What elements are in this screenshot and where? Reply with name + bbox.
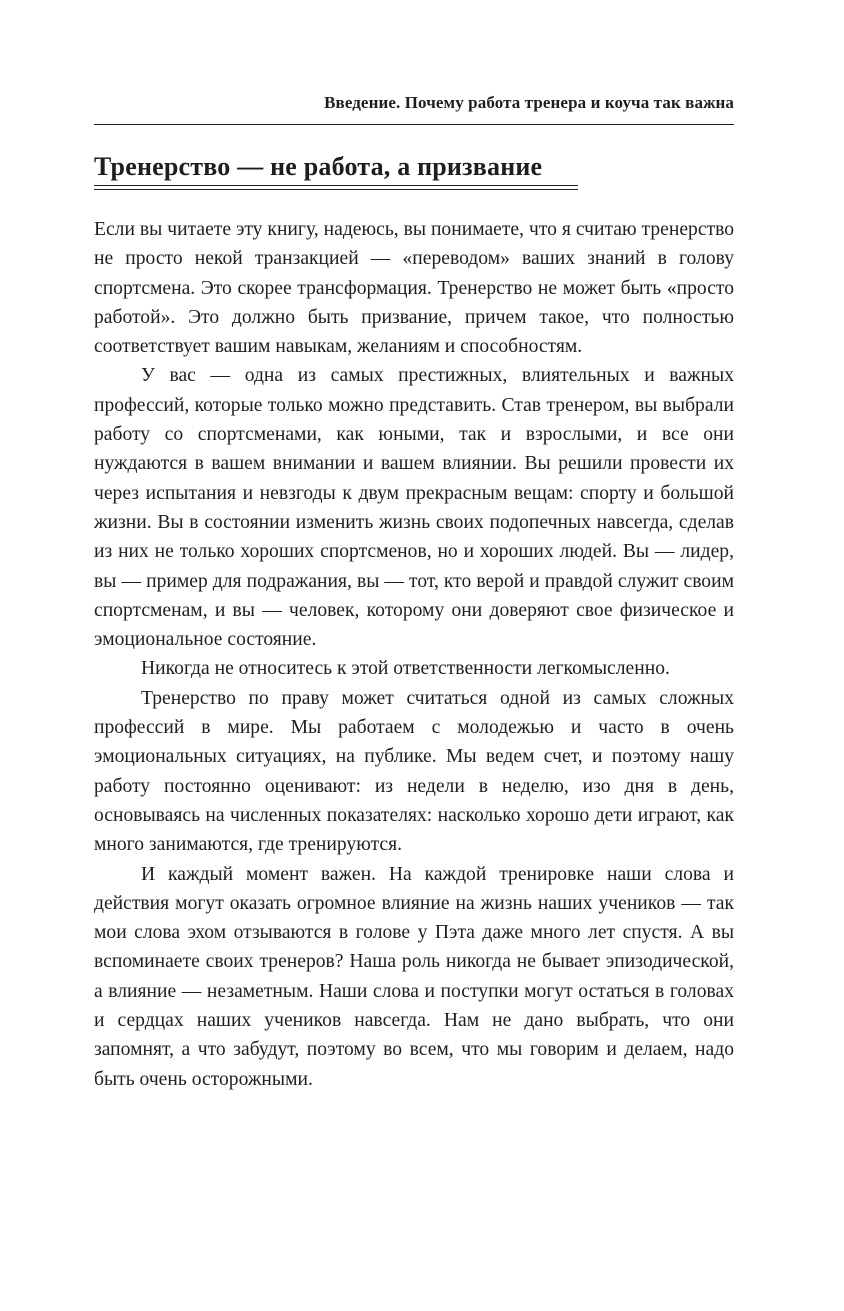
paragraph-4: Тренерство по праву может считаться одной из самых сложных профессий в мире. Мы работаем с молодежью и часто в очень эмоциональных ситуациях, на публике. Мы ведем счет, и поэтому нашу работу постоянно оценивают: из недели в неделю, изо дня в день, основываясь на численных показателях: насколько хорошо дети играют, как много занимаются, где тренируются. xyxy=(94,687,734,856)
title-double-rule xyxy=(94,185,578,190)
paragraph-5: И каждый момент важен. На каждой тренировке наши слова и действия могут оказать огромное влияние на жизнь наших учеников — так мои слова эхом отзываются в голове у Пэта даже много лет спустя. А вы вспоминаете своих тренеров? Наша роль никогда не бывает эпизодической, а влияние — незаметным. Наши слова и поступки могут остаться в головах и сердцах наших учеников навсегда. Нам не дано выбрать, что они запомнят, а что забудут, поэтому во всем, что мы говорим и делаем, надо быть очень осторожными. xyxy=(94,863,734,1090)
header-rule xyxy=(94,124,734,125)
section-title: Тренерство — не работа, а призвание xyxy=(94,152,543,181)
paragraph-2: У вас — одна из самых престижных, влиятельных и важных профессий, которые только можно представить. Став тренером, вы выбрали работу со спортсменами, как юными, так и взрослыми, и все они нуждаются в вашем внимании и вашем влиянии. Вы решили провести их через испытания и невзгоды к двум прекрасным вещам: спорту и большой жизни. Вы в состоянии изменить жизнь своих подопечных навсегда, сделав из них не только хороших спортсменов, но и хороших людей. Вы — лидер, вы — пример для подражания, вы — тот, кто верой и правдой служит своим спортсменам, и вы — человек, которому они доверяют свое физическое и эмоциональное состояние. xyxy=(94,365,734,651)
paragraph-1: Если вы читаете эту книгу, надеюсь, вы понимаете, что я считаю тренерство не просто некой транзакцией — «переводом» ваших знаний в голову спортсмена. Это скорее трансформация. Тренерство не может быть «просто работой». Это должно быть призвание, причем такое, что полностью соответствует вашим навыкам, желаниям и способностям. xyxy=(94,219,734,358)
paragraph-3: Никогда не относитесь к этой ответственности легкомысленно. xyxy=(141,658,670,680)
running-header: Введение. Почему работа тренера и коуча так важна xyxy=(324,93,734,112)
body-text xyxy=(94,215,734,1094)
